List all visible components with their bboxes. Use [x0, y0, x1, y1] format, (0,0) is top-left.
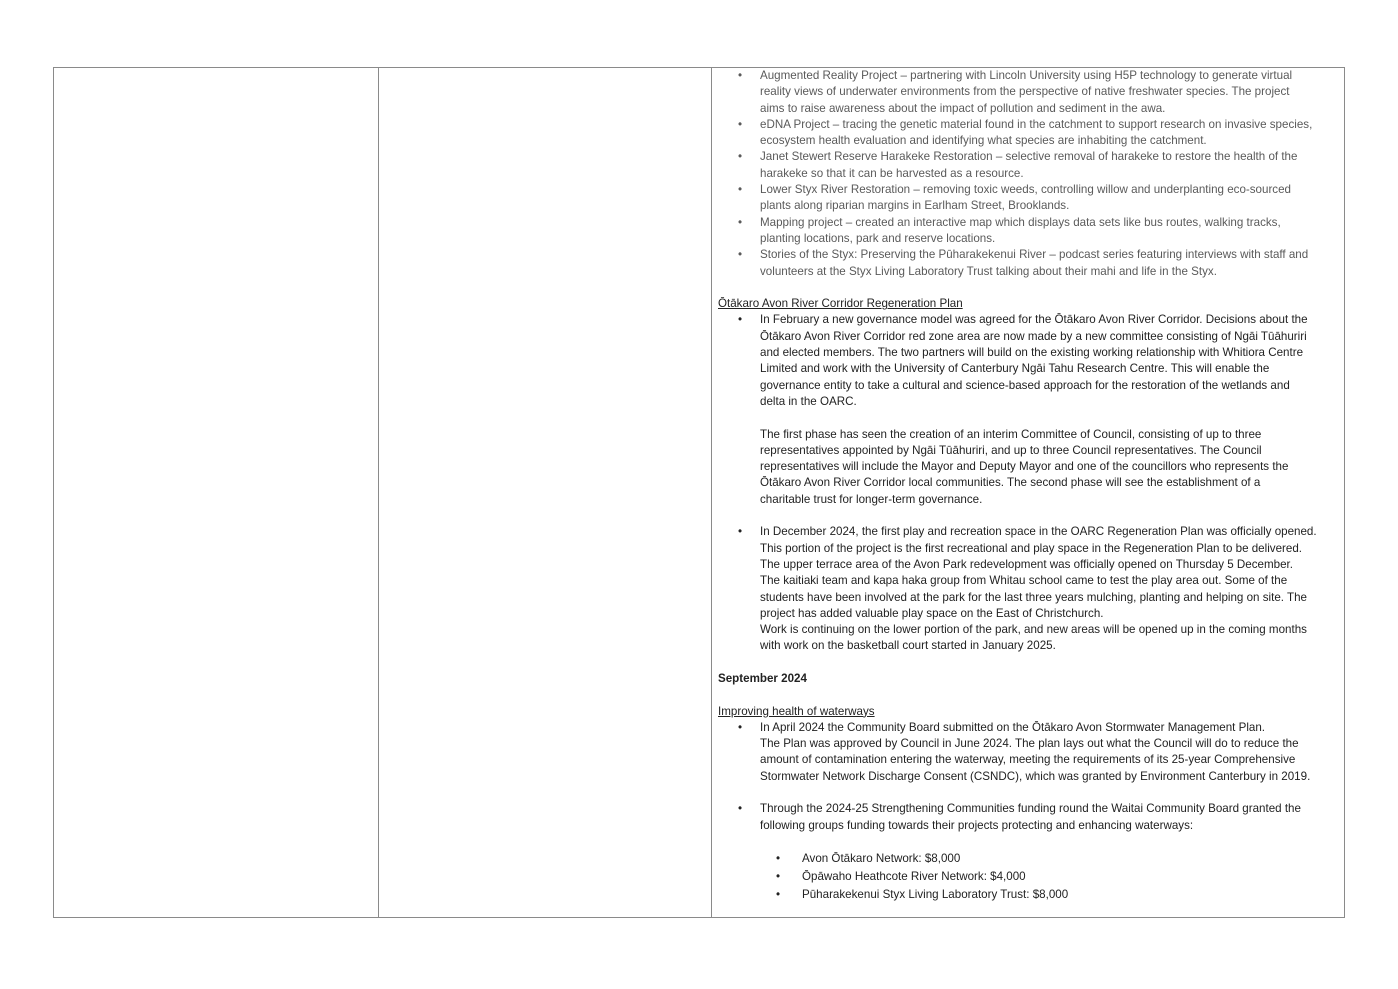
bullet-icon: •: [738, 117, 743, 131]
list-item-text: In February a new governance model was agreed for the Ōtākaro Avon River Corridor. Decisions about the: [760, 313, 1308, 327]
bullet-icon: •: [776, 888, 781, 902]
table-cell-content: [718, 68, 1343, 904]
bullet-icon: •: [738, 150, 743, 164]
blank-line: [718, 508, 1343, 524]
bullet-icon: •: [738, 183, 743, 197]
list-item: [718, 329, 1343, 345]
list-item-text: following groups funding towards their projects protecting and enhancing waterways:: [760, 818, 1194, 832]
list-item-text: Janet Stewert Reserve Harakeke Restoration – selective removal of harakeke to restore the health of the: [760, 150, 1298, 164]
list-item-text: Work is continuing on the lower portion of the park, and new areas will be opened up in the coming months: [760, 623, 1307, 637]
list-item-text: In April 2024 the Community Board submitted on the Ōtākaro Avon Stormwater Management Plan.: [760, 720, 1266, 734]
list-item-text: plants along riparian margins in Earlham Street, Brooklands.: [760, 199, 1070, 213]
list-item: [718, 752, 1343, 768]
project-list-item: [718, 182, 1343, 198]
list-item-text: ecosystem health evaluation and identifying what species are inhabiting the catchment.: [760, 134, 1207, 148]
paragraph-line: The first phase has seen the creation of an interim Committee of Council, consisting of up to three: [760, 427, 1262, 441]
bullet-icon: •: [738, 69, 743, 82]
list-item-text: In December 2024, the first play and recreation space in the OARC Regeneration Plan was officially opened.: [760, 525, 1317, 539]
bullet-icon: •: [738, 720, 743, 734]
month-heading: September 2024: [718, 671, 807, 685]
bullet-icon: •: [738, 248, 743, 262]
list-item-text: planting locations, park and reserve locations.: [760, 231, 996, 245]
list-item-text: volunteers at the Styx Living Laboratory Trust talking about their mahi and life in the Styx.: [760, 264, 1217, 278]
list-item: [718, 736, 1343, 752]
list-item: [718, 557, 1343, 573]
list-item: [718, 312, 1343, 328]
column-divider: [378, 68, 379, 917]
paragraph-line: representatives appointed by Ngāi Tūāhuriri, and up to three Council representatives. The Council: [760, 443, 1262, 457]
project-list-item: [718, 247, 1343, 263]
list-item-text: The kaitiaki team and kapa haka group from Whitau school came to test the play area out. Some of the: [760, 574, 1288, 588]
grant-item: [718, 868, 1343, 886]
project-list-item: [718, 117, 1343, 133]
column-divider: [711, 68, 712, 917]
blank-line: [718, 785, 1343, 801]
list-item: [718, 720, 1343, 736]
bullet-icon: •: [776, 870, 781, 884]
list-item: [718, 606, 1343, 622]
grant-text: Ōpāwaho Heathcote River Network: $4,000: [802, 870, 1026, 884]
blank-line: [718, 834, 1343, 850]
list-item-text: with work on the basketball court started in January 2025.: [760, 639, 1056, 653]
list-item-text: students have been involved at the park for the last three years mulching, planting and helping on site. The: [760, 590, 1307, 604]
list-item-text: Stories of the Styx: Preserving the Pūharakekenui River – podcast series featuring interviews with staff and: [760, 248, 1309, 262]
project-list-item: [718, 231, 1343, 247]
list-item: [718, 541, 1343, 557]
list-item: [718, 378, 1343, 394]
list-item: [718, 573, 1343, 589]
blank-line: [718, 687, 1343, 703]
list-item-text: Stormwater Network Discharge Consent (CSNDC), which was granted by Environment Canterbury in 2019.: [760, 769, 1311, 783]
paragraph-line: Ōtākaro Avon River Corridor local communities. The second phase will see the establishment of a: [760, 476, 1261, 490]
list-item: [718, 590, 1343, 606]
list-item-text: and elected members. The two partners will build on the existing working relationship with Whitiora Centre: [760, 346, 1304, 360]
grant-text: Avon Ōtākaro Network: $8,000: [802, 852, 961, 866]
list-item-text: Limited and work with the University of Canterbury Ngāi Tahu Research Centre. This will enable the: [760, 362, 1270, 376]
project-list-item: [718, 215, 1343, 231]
paragraph-line: representatives will include the Mayor and Deputy Mayor and one of the councillors who represents the: [760, 460, 1289, 474]
blank-line: [718, 655, 1343, 671]
list-item-text: Lower Styx River Restoration – removing toxic weeds, controlling willow and underplanting eco-sourced: [760, 183, 1291, 197]
list-item-text: Through the 2024-25 Strengthening Communities funding round the Waitai Community Board granted the: [760, 802, 1301, 816]
list-item: [718, 638, 1343, 654]
list-item-text: This portion of the project is the first recreational and play space in the Regeneration Plan to be delivered.: [760, 541, 1303, 555]
bullet-icon: •: [738, 215, 743, 229]
list-item: [718, 769, 1343, 785]
project-list-item: [718, 84, 1343, 100]
project-list-item: [718, 133, 1343, 149]
list-item-text: project has added valuable play space on the East of Christchurch.: [760, 606, 1104, 620]
project-list-item: [718, 68, 1343, 84]
list-item-text: The Plan was approved by Council in June 2024. The plan lays out what the Council will do to reduce the: [760, 737, 1299, 751]
grant-item: [718, 850, 1343, 868]
list-item-text: aims to raise awareness about the impact of pollution and sediment in the awa.: [760, 101, 1166, 115]
project-list-item: [718, 166, 1343, 182]
paragraph-line: charitable trust for longer-term governance.: [760, 492, 983, 506]
section-heading: Improving health of waterways: [718, 704, 875, 718]
list-item-text: Augmented Reality Project – partnering with Lincoln University using H5P technology to generate virtual: [760, 69, 1293, 82]
list-item: [718, 818, 1343, 834]
project-list-item: [718, 198, 1343, 214]
section-heading: Ōtākaro Avon River Corridor Regeneration Plan: [718, 297, 963, 311]
list-item-text: The upper terrace area of the Avon Park redevelopment was officially opened on Thursday 5 December.: [760, 557, 1293, 571]
project-list-item: [718, 149, 1343, 165]
list-item: [718, 361, 1343, 377]
bullet-icon: •: [738, 802, 743, 816]
blank-line: [718, 280, 1343, 296]
list-item-text: harakeke so that it can be harvested as a resource.: [760, 166, 1024, 180]
bullet-icon: •: [738, 525, 743, 539]
list-item-text: amount of contamination entering the waterway, meeting the requirements of its 25-year Comprehensive: [760, 753, 1296, 767]
grant-item: [718, 886, 1343, 904]
project-list-item: [718, 101, 1343, 117]
list-item: [718, 524, 1343, 540]
list-item: [718, 801, 1343, 817]
list-item: [718, 394, 1343, 410]
blank-line: [718, 410, 1343, 426]
list-item-text: Mapping project – created an interactive map which displays data sets like bus routes, walking tracks,: [760, 215, 1281, 229]
list-item: [718, 622, 1343, 638]
project-list-item: [718, 264, 1343, 280]
list-item-text: eDNA Project – tracing the genetic material found in the catchment to support research on invasive species,: [760, 117, 1313, 131]
grant-text: Pūharakekenui Styx Living Laboratory Trust: $8,000: [802, 888, 1069, 902]
list-item-text: delta in the OARC.: [760, 394, 857, 408]
list-item-text: governance entity to take a cultural and science-based approach for the restoration of the wetlands and: [760, 378, 1290, 392]
bullet-icon: •: [776, 852, 781, 866]
list-item-text: Ōtākaro Avon River Corridor red zone area are now made by a new committee consisting of Ngāi Tūāhuriri: [760, 329, 1307, 343]
list-item: [718, 345, 1343, 361]
list-item-text: reality views of underwater environments from the perspective of native freshwater species. The project: [760, 85, 1290, 99]
bullet-icon: •: [738, 313, 743, 327]
